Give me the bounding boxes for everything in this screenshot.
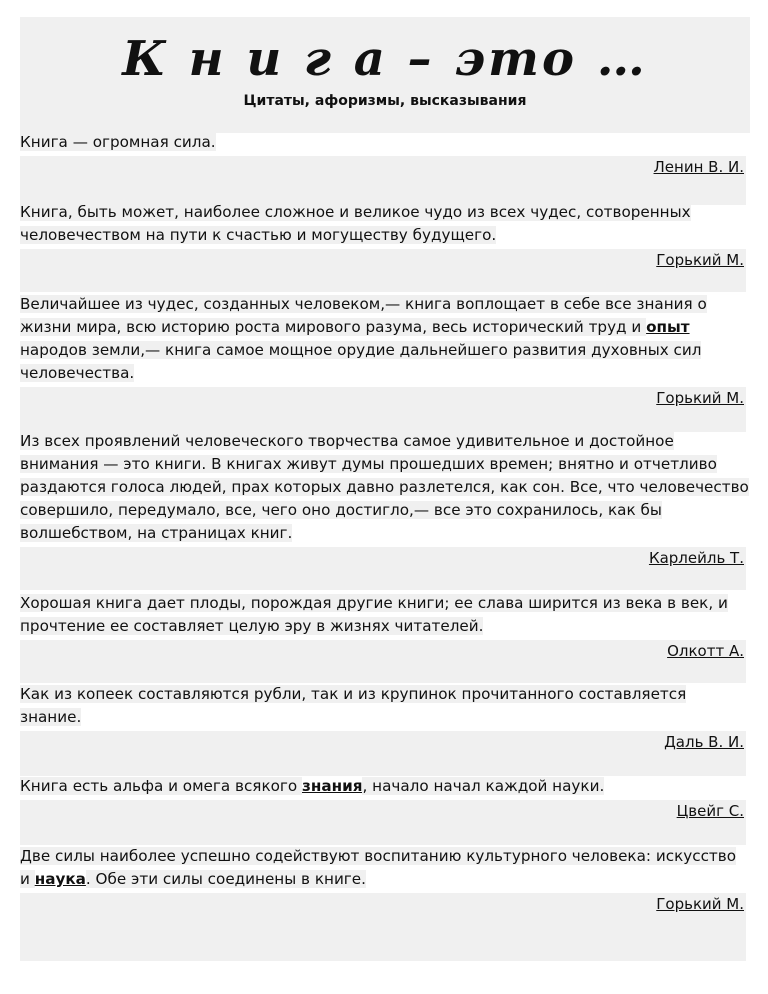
quote-text-segment: Величайшее из чудес, созданных человеком,— книга воплощает в себе все знания о жизни мира, всю историю роста мирового разума, весь исторический труд и — [20, 295, 707, 336]
quote-block — [20, 201, 750, 292]
quote-text-segment: , начало начал каждой науки. — [362, 777, 605, 795]
author-link[interactable]: Цвейг С. — [676, 802, 744, 820]
quote-text-segment: . Обе эти силы соединены в книге. — [85, 870, 366, 888]
page-subtitle: Цитаты, афоризмы, высказывания — [243, 93, 527, 109]
quote-block — [20, 683, 750, 776]
author-bar — [20, 800, 746, 845]
quote-text-segment: Хорошая книга дает плоды, порождая другие книги; ее слава ширится из века в век, и прочтение ее составляет целую эру в жизнях читателей. — [20, 594, 728, 635]
author-bar — [20, 387, 746, 432]
quote-text-segment: Как из копеек составляются рубли, так и из крупинок прочитанного составляется знание. — [20, 685, 687, 726]
header-banner — [20, 17, 750, 133]
quote-text — [20, 131, 750, 154]
author-bar — [20, 640, 746, 683]
quote-text-segment: народов земли,— книга самое мощное орудие дальнейшего развития духовных сил человечества. — [20, 341, 702, 382]
author-bar — [20, 731, 746, 776]
keyword-link-nauka[interactable]: наука — [34, 870, 86, 888]
author-bar — [20, 156, 746, 205]
quote-block — [20, 592, 750, 683]
quote-text — [20, 775, 750, 798]
author-link[interactable]: Даль В. И. — [664, 733, 744, 751]
author-link[interactable]: Горький М. — [656, 251, 744, 269]
quote-block — [20, 131, 750, 205]
keyword-link-znaniya[interactable]: знания — [302, 777, 363, 795]
quote-block — [20, 845, 750, 961]
quote-text — [20, 201, 750, 247]
keyword-link-opyt[interactable]: опыт — [646, 318, 690, 336]
author-bar — [20, 893, 746, 961]
quote-text-segment: Книга — огромная сила. — [20, 133, 216, 151]
quote-text — [20, 293, 750, 385]
page-title: К н и г а – это … — [122, 31, 648, 87]
quote-block — [20, 293, 750, 432]
author-link[interactable]: Олкотт А. — [667, 642, 744, 660]
quote-text-segment: Книга, быть может, наиболее сложное и великое чудо из всех чудес, сотворенных человечеством на пути к счастью и могуществу будущего. — [20, 203, 691, 244]
quote-text-segment: Книга есть альфа и омега всякого — [20, 777, 303, 795]
quote-text — [20, 683, 750, 729]
quote-block — [20, 430, 750, 590]
quote-text — [20, 592, 750, 638]
author-link[interactable]: Ленин В. И. — [653, 158, 744, 176]
author-bar — [20, 249, 746, 292]
quote-block — [20, 775, 750, 845]
author-link[interactable]: Горький М. — [656, 895, 744, 913]
quote-text — [20, 430, 750, 545]
author-link[interactable]: Горький М. — [656, 389, 744, 407]
quote-text-segment: Из всех проявлений человеческого творчества самое удивительное и достойное внимания — это книги. В книгах живут думы прошедших времен; внятно и отчетливо раздаются голоса людей, прах которых давно разлетелся, как сон. Все, что человечество совершило, передумало, все, чего оно достигло,— все это сохранилось, как бы волшебством, на страницах книг. — [20, 432, 749, 542]
author-bar — [20, 547, 746, 590]
quote-text-segment: Две силы наиболее успешно содействуют воспитанию культурного человека: искусство и — [20, 847, 737, 888]
quote-text — [20, 845, 750, 891]
author-link[interactable]: Карлейль Т. — [648, 549, 744, 567]
